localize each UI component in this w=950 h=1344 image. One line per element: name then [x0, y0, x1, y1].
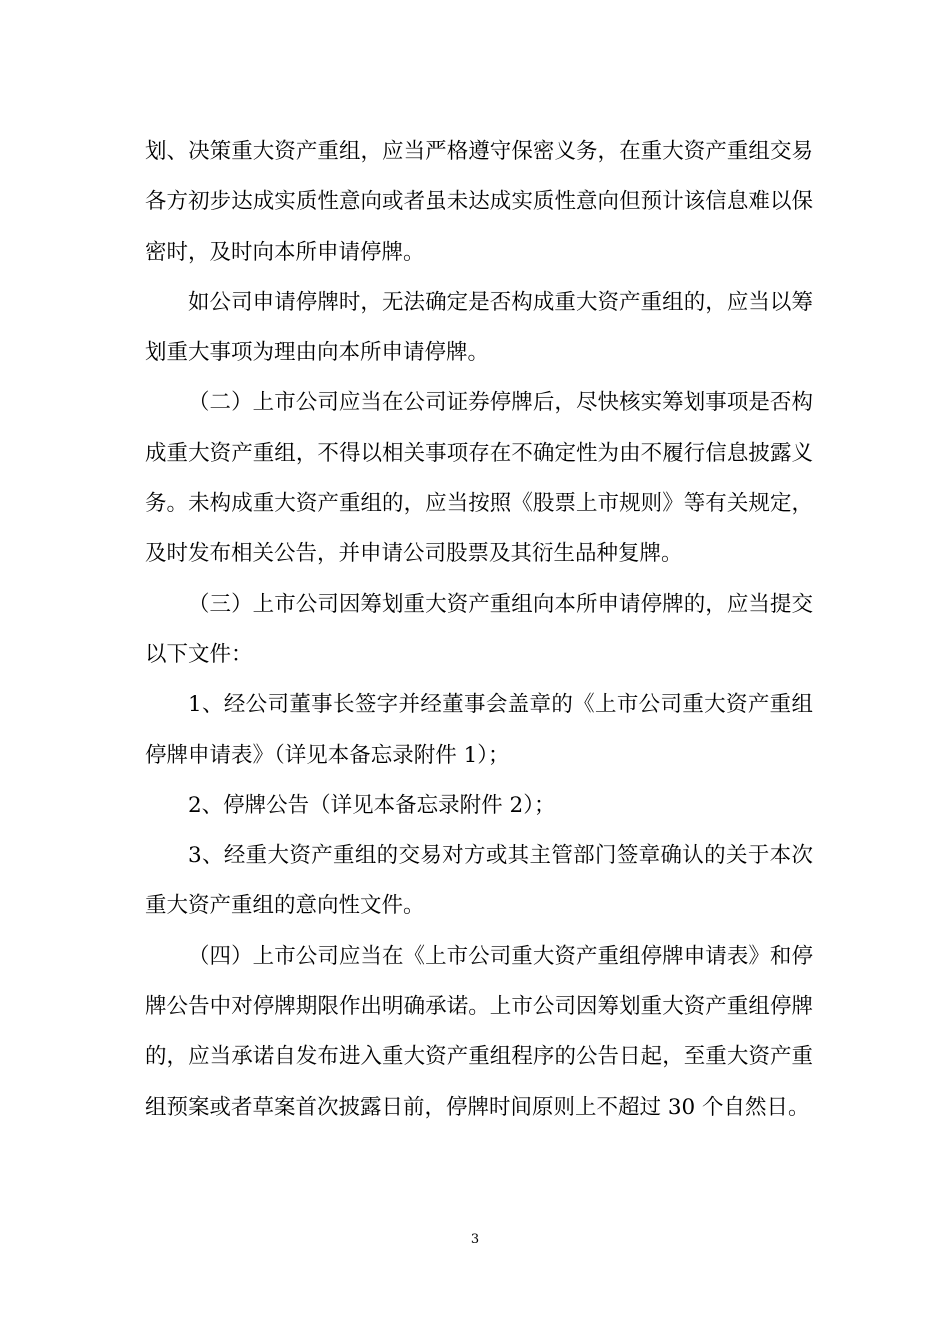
- list-item-application-form: 1、经公司董事长签字并经董事会盖章的《上市公司重大资产重组停牌申请表》（详见本备忘录附件 1）；: [145, 692, 813, 768]
- list-item-suspension-announcement: 2、停牌公告（详见本备忘录附件 2）；: [188, 792, 556, 818]
- paragraph-suspension-uncertain: 如公司申请停牌时，无法确定是否构成重大资产重组的，应当以筹划重大事项为理由向本所申请停牌。: [145, 289, 813, 366]
- paragraph-item-4-suspension-period: （四）上市公司应当在《上市公司重大资产重组停牌申请表》和停牌公告中对停牌期限作出明确承诺。上市公司因筹划重大资产重组停牌的，应当承诺自发布进入重大资产重组程序的公告日起，至重大资产重组预案或者草案首次披露日前，停牌时间原则上不超过 30 个自然日。: [145, 943, 813, 1120]
- document-body: [145, 127, 813, 1133]
- paragraph-item-2-verify: （二）上市公司应当在公司证券停牌后，尽快核实筹划事项是否构成重大资产重组，不得以相关事项存在不确定性为由不履行信息披露义务。未构成重大资产重组的，应当按照《股票上市规则》等有关规定，及时发布相关公告，并申请公司股票及其衍生品种复牌。: [145, 390, 813, 567]
- page-number: 3: [470, 1232, 480, 1247]
- paragraph-item-3-documents: （三）上市公司因筹划重大资产重组向本所申请停牌的，应当提交以下文件：: [145, 591, 813, 667]
- list-item-intent-document: 3、经重大资产重组的交易对方或其主管部门签章确认的关于本次重大资产重组的意向性文件。: [145, 843, 813, 919]
- paragraph-continuation: 划、决策重大资产重组，应当严格遵守保密义务，在重大资产重组交易各方初步达成实质性意向或者虽未达成实质性意向但预计该信息难以保密时，及时向本所申请停牌。: [145, 139, 813, 265]
